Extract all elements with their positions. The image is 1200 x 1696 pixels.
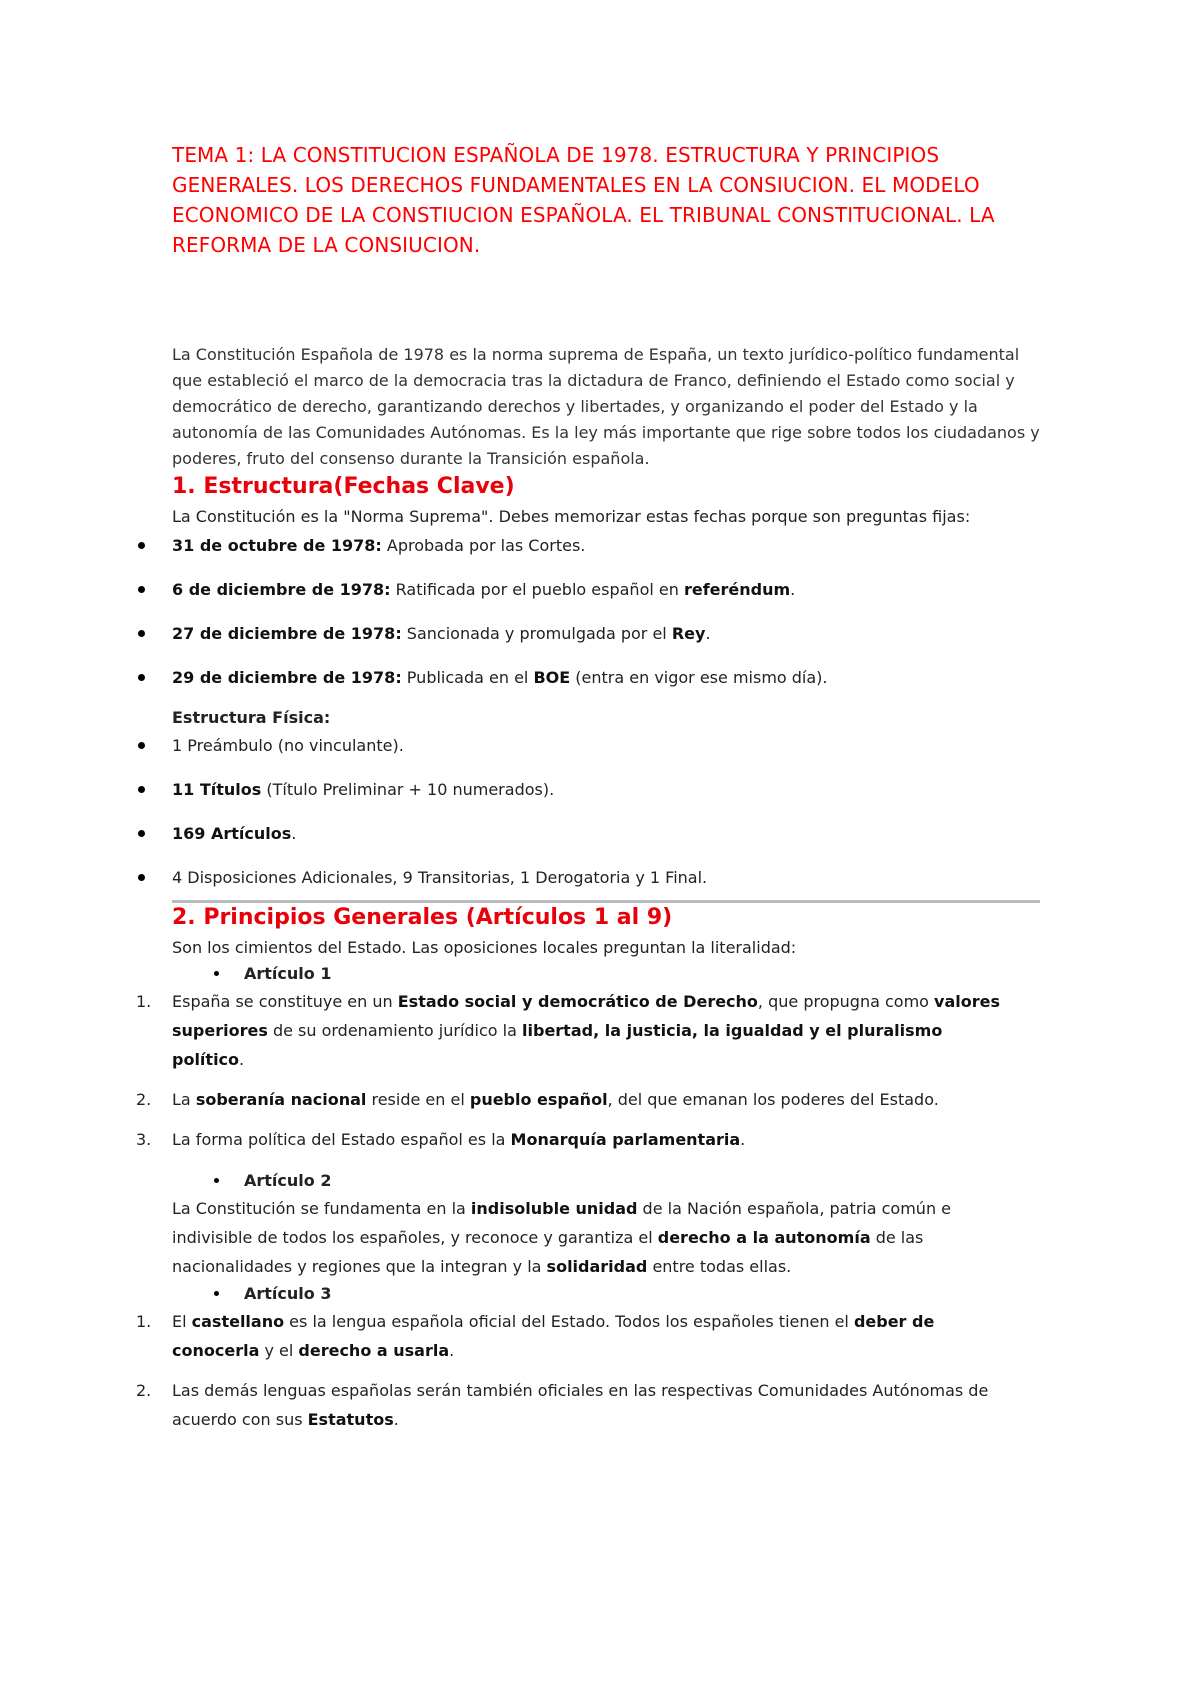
item-emphasis: Monarquía parlamentaria bbox=[510, 1130, 741, 1149]
list-item bbox=[172, 534, 1200, 558]
item-emphasis: Estado social y democrático de Derecho bbox=[397, 992, 758, 1011]
article-1-heading bbox=[244, 961, 1200, 987]
date-label: 31 de octubre de 1978: bbox=[172, 536, 382, 555]
item-emphasis: deber de conocerla bbox=[172, 1312, 935, 1360]
list-item bbox=[172, 622, 1200, 646]
date-tail: (entra en vigor ese mismo día). bbox=[570, 668, 828, 687]
item-emphasis: 11 Títulos bbox=[172, 780, 262, 799]
date-text: Sancionada y promulgada por el bbox=[401, 624, 672, 643]
item-emphasis: valores superiores bbox=[172, 992, 1000, 1040]
list-item bbox=[136, 987, 1002, 1074]
item-number: 2. bbox=[136, 1381, 152, 1400]
intro-paragraph bbox=[172, 342, 1042, 472]
item-text: La bbox=[172, 1090, 196, 1109]
intro-text: La Constitución Española de 1978 es la norma suprema de España, un texto jurídico-político fundamental que estableció el marco de la democracia tras la dictadura de Franco, definiendo el Estado como social y democrático de derecho, garantizando derechos y libertades, y organizando el poder del Estado y la autonomía de las Comunidades Autónomas. Es la ley más importante que rige sobre todos los ciudadanos y poderes, fruto del consenso durante la Transición española. bbox=[172, 345, 1040, 468]
bullet-icon bbox=[138, 874, 145, 881]
date-emphasis: BOE bbox=[533, 668, 571, 687]
item-text: Las demás lenguas españolas serán también oficiales en las respectivas Comunidades Autónomas de acuerdo con sus bbox=[172, 1381, 989, 1429]
item-number: 1. bbox=[136, 1312, 152, 1331]
item-text: entre todas ellas. bbox=[647, 1257, 792, 1276]
list-item bbox=[172, 822, 1200, 846]
bullet-icon bbox=[214, 1178, 219, 1183]
item-text: . bbox=[449, 1341, 455, 1360]
item-emphasis: soberanía nacional bbox=[195, 1090, 367, 1109]
date-label: 29 de diciembre de 1978: bbox=[172, 668, 402, 687]
item-text: La Constitución se fundamenta en la bbox=[172, 1199, 471, 1218]
item-text: de la Nación española, patria común e indivisible de todos los españoles, y reconoce y garantiza el bbox=[172, 1199, 952, 1247]
list-item bbox=[136, 1307, 1002, 1365]
item-text: . bbox=[239, 1050, 245, 1069]
item-emphasis: castellano bbox=[191, 1312, 285, 1331]
date-label: 27 de diciembre de 1978: bbox=[172, 624, 402, 643]
article-label: Artículo 1 bbox=[244, 964, 332, 983]
date-label: 6 de diciembre de 1978: bbox=[172, 580, 391, 599]
item-text: (Título Preliminar + 10 numerados). bbox=[261, 780, 555, 799]
item-emphasis: pueblo español bbox=[469, 1090, 608, 1109]
item-text: 4 Disposiciones Adicionales, 9 Transitorias, 1 Derogatoria y 1 Final. bbox=[172, 868, 708, 887]
date-emphasis: Rey bbox=[671, 624, 706, 643]
bullet-icon bbox=[138, 830, 145, 837]
item-emphasis: Estatutos bbox=[307, 1410, 394, 1429]
item-text: , que propugna como bbox=[757, 992, 935, 1011]
article-3-list bbox=[136, 1307, 1200, 1434]
date-tail: . bbox=[790, 580, 796, 599]
item-emphasis: 169 Artículos bbox=[172, 824, 292, 843]
date-text: Aprobada por las Cortes. bbox=[381, 536, 586, 555]
item-text: de su ordenamiento jurídico la bbox=[267, 1021, 523, 1040]
article-3-heading bbox=[244, 1281, 1200, 1307]
list-item bbox=[172, 578, 1200, 602]
item-number: 2. bbox=[136, 1090, 152, 1109]
date-tail: . bbox=[705, 624, 711, 643]
section-heading-estructura: 1. Estructura(Fechas Clave) bbox=[172, 474, 515, 499]
list-item bbox=[172, 734, 1200, 758]
document-title: TEMA 1: LA CONSTITUCION ESPAÑOLA DE 1978. ESTRUCTURA Y PRINCIPIOS GENERALES. LOS DERECHOS FUNDAMENTALES EN LA CONSIUCION. EL MODELO ECONOMICO DE LA CONSTIUCION ESPAÑOLA. EL TRIBUNAL CONSTITUCIONAL. LA REFORMA DE LA CONSIUCION. bbox=[172, 143, 995, 257]
item-text: y el bbox=[259, 1341, 299, 1360]
bullet-icon bbox=[138, 742, 145, 749]
section1-lead: La Constitución es la "Norma Suprema". Debes memorizar estas fechas porque son preguntas fijas: bbox=[172, 507, 971, 526]
article-label: Artículo 3 bbox=[244, 1284, 332, 1303]
list-item bbox=[136, 1125, 1002, 1154]
item-text: , del que emanan los poderes del Estado. bbox=[607, 1090, 939, 1109]
bullet-icon bbox=[138, 786, 145, 793]
bullet-icon bbox=[138, 542, 145, 549]
item-emphasis: derecho a la autonomía bbox=[657, 1228, 871, 1247]
item-emphasis: solidaridad bbox=[546, 1257, 648, 1276]
item-text: España se constituye en un bbox=[172, 992, 398, 1011]
list-item bbox=[136, 1376, 1002, 1434]
bullet-icon bbox=[138, 630, 145, 637]
item-text: es la lengua española oficial del Estado. Todos los españoles tienen el bbox=[284, 1312, 854, 1331]
item-emphasis: derecho a usarla bbox=[298, 1341, 450, 1360]
date-text: Publicada en el bbox=[401, 668, 534, 687]
article-2-text bbox=[172, 1194, 1002, 1281]
bullet-icon bbox=[138, 674, 145, 681]
item-emphasis: libertad, la justicia, la igualdad y el pluralismo político bbox=[172, 1021, 943, 1069]
physical-structure-heading: Estructura Física: bbox=[172, 708, 331, 727]
item-text: El bbox=[172, 1312, 192, 1331]
item-text: reside en el bbox=[366, 1090, 470, 1109]
bullet-icon bbox=[214, 1291, 219, 1296]
article-2-heading bbox=[244, 1168, 1200, 1194]
date-text: Ratificada por el pueblo español en bbox=[390, 580, 684, 599]
bullet-icon bbox=[214, 971, 219, 976]
list-item bbox=[172, 866, 1200, 890]
list-item bbox=[136, 1085, 1002, 1114]
item-number: 1. bbox=[136, 992, 152, 1011]
section-heading-principios: 2. Principios Generales (Artículos 1 al 9) bbox=[172, 905, 673, 930]
item-number: 3. bbox=[136, 1130, 152, 1149]
item-emphasis: indisoluble unidad bbox=[470, 1199, 638, 1218]
list-item bbox=[172, 666, 1200, 690]
article-1-list bbox=[136, 987, 1200, 1154]
date-emphasis: referéndum bbox=[683, 580, 791, 599]
key-dates-list bbox=[172, 534, 1200, 690]
article-label: Artículo 2 bbox=[244, 1171, 332, 1190]
item-text: . bbox=[393, 1410, 399, 1429]
item-text: 1 Preámbulo (no vinculante). bbox=[172, 736, 404, 755]
list-item bbox=[172, 778, 1200, 802]
physical-structure-list bbox=[172, 734, 1200, 890]
item-text: La forma política del Estado español es la bbox=[172, 1130, 511, 1149]
item-text: de las nacionalidades y regiones que la integran y la bbox=[172, 1228, 924, 1276]
section2-lead: Son los cimientos del Estado. Las oposiciones locales preguntan la literalidad: bbox=[172, 938, 797, 957]
item-text: . bbox=[291, 824, 297, 843]
item-text: . bbox=[740, 1130, 746, 1149]
bullet-icon bbox=[138, 586, 145, 593]
